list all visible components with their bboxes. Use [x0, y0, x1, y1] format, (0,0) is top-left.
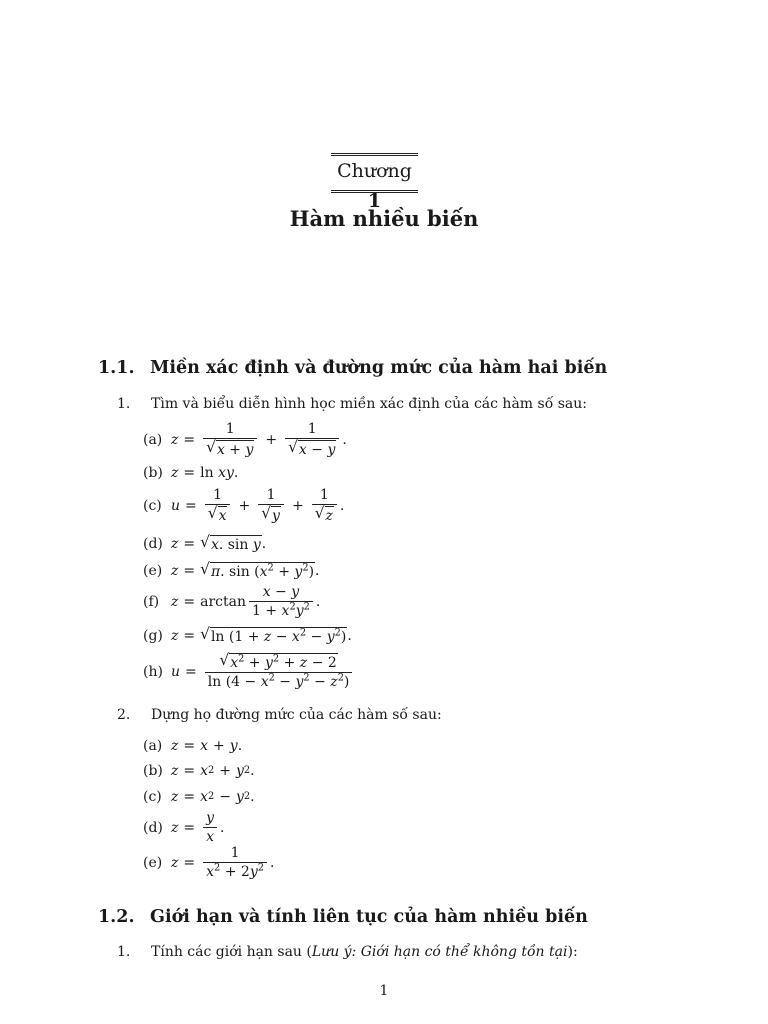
- item-e: (e) z = √ π. $\sin (x^2 + y^2)$ .: [143, 560, 320, 580]
- level-item-c: (c) z = x 2 − y 2 .: [143, 789, 255, 805]
- item-f: (f) z = arctan $\frac{x - y}{1 + x^2y^2}$ .: [143, 584, 321, 619]
- level-item-b: (b) z = x 2 + y 2 .: [143, 763, 255, 779]
- item-b: (b) z = ln xy .: [143, 465, 239, 481]
- item-g: (g) z = √ $\ln (1 + z - x^2 - y^2)$ .: [143, 625, 352, 645]
- section-heading: 1.2. Giới hạn và tính liên tục của hàm nhiều biến: [98, 907, 588, 927]
- level-item-d: (d) z = $\frac{y}{x}$ .: [143, 810, 225, 845]
- item-a: (a) z = 1 √ x + y + 1 √ x − y .: [143, 421, 347, 458]
- exercise-2: 2. Dựng họ đường mức của các hàm số sau:: [117, 707, 442, 723]
- level-item-a: (a) z = x + y .: [143, 738, 243, 754]
- chapter-heading: [331, 153, 418, 212]
- item-h: (h) u = √ $x^2 + y^2 + z - 2$ $\ln (4 - x^2 - y^2 - z^2)$: [143, 653, 355, 691]
- level-item-e: (e) z = $\frac{1}{x^2 + 2y^2}$ .: [143, 845, 275, 880]
- exercise-3: 1. Tính các giới hạn sau (Lưu ý: Giới hạn có thể không tồn tại):: [117, 944, 578, 960]
- exercise-1: 1. Tìm và biểu diễn hình học miền xác định của các hàm số sau:: [117, 396, 587, 412]
- page-number: 1: [379, 983, 389, 999]
- section-heading: 1.1. Miền xác định và đường mức của hàm hai biến: [98, 358, 608, 378]
- item-d: (d) z = √ x. sin y .: [143, 533, 267, 553]
- chapter-label: Chương 1: [337, 160, 412, 212]
- item-c: (c) u = 1 √ x + 1 √ y + 1 √ z .: [143, 487, 345, 524]
- chapter-title: Hàm nhiều biến: [289, 206, 479, 231]
